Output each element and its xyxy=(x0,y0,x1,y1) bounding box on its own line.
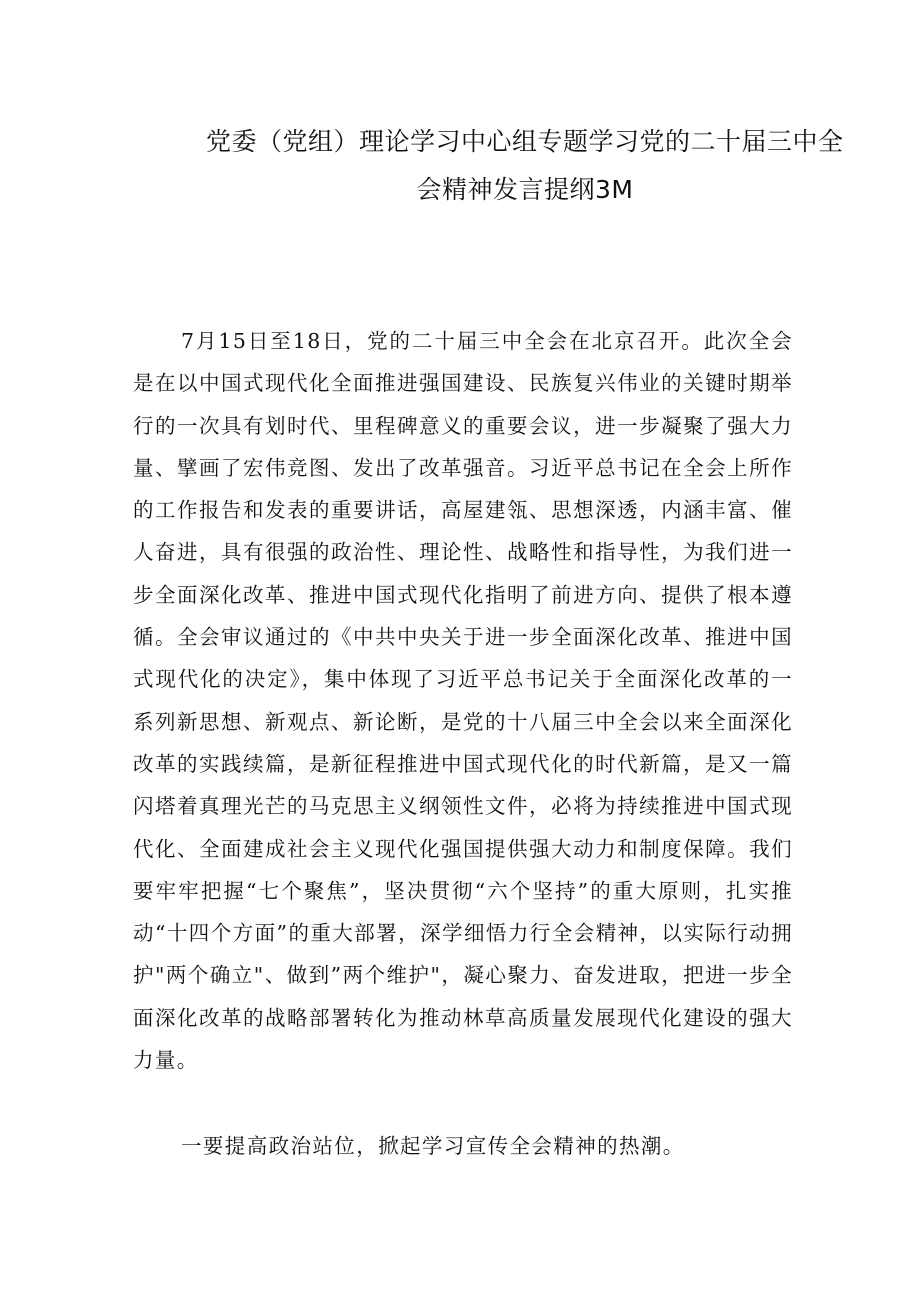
section-heading: 一要提高政治站位，掀起学习宣传全会精神的热潮。 xyxy=(181,1134,685,1158)
document-title-line1: 党委（党组）理论学习中心组专题学习党的二十届三中全 xyxy=(206,127,844,156)
document-title-line2: 会精神发言提纲3M xyxy=(416,175,634,204)
document-title xyxy=(190,118,844,214)
body-paragraph-text: 7月15日至18日，党的二十届三中全会在北京召开。此次全会是在以中国式现代化全面推进强国建设、民族复兴伟业的关键时期举行的一次具有划时代、里程碑意义的重要会议，进一步凝聚了强大力量、擘画了宏伟竞图、发出了改革强音。习近平总书记在全会上所作的工作报告和发表的重要讲话，高屋建瓴、思想深透，内涵丰富、催人奋进，具有很强的政治性、理论性、战略性和指导性，为我们进一步全面深化改革、推进中国式现代化指明了前进方向、提供了根本遵循。全会审议通过的《中共中央关于进一步全面深化改革、推进中国式现代化的决定》，集中体现了习近平总书记关于全面深化改革的一系列新思想、新观点、新论断，是党的十八届三中全会以来全面深化改革的实践续篇，是新征程推进中国式现代化的时代新篇，是又一篇闪塔着真理光芒的马克思主义纲领性文件，必将为持续推进中国式现代化、全面建成社会主义现代化强国提供强大动力和制度保障。我们要牢牢把握“七个聚焦”，坚决贯彻“六个坚持”的重大原则，扎实推动“十四个方面”的重大部署，深学细悟力行全会精神，以实际行动拥护"两个确立"、做到”两个维护"，凝心聚力、奋发进取，把进一步全面深化改革的战略部署转化为推动林草高质量发展现代化建设的强大力量。 xyxy=(133,329,793,1073)
body-paragraph xyxy=(133,320,793,1081)
